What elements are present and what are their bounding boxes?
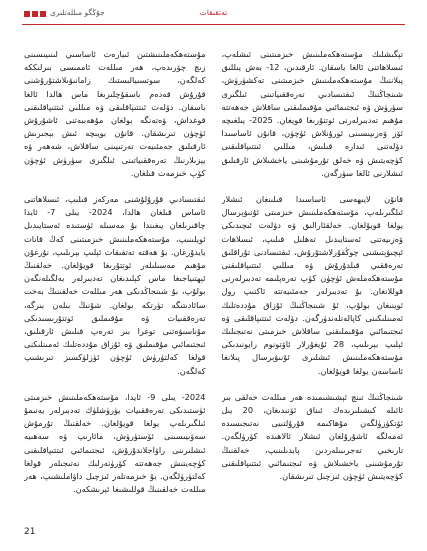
page-number: 21	[24, 527, 36, 537]
paragraph: قانۇن لايىھەسى ئاساسىدا قىلىنغان ئىشلار ئىلگىرىلەپ، مۇستەھكەملىنىش خىزمىتى ئۇنىۋېرسال يولغا قويۇلغان. خەلقئارالىق ۋە دۆلەت ئىچىدىكى ۋەزىيەتنى ئەستايىدىل تەھلىل قىلىپ، ئىسلاھات ئېچىۋېتىشنى چوڭقۇرلاشتۇرۇش، ئىقتىسادنى تۇراقلىق تەرەققىي قىلدۇرۇش ۋە مىللىي ئىتتىپاقلىقنى مۇستەھكەملەش ئۈچۈن كۆپ تەرەپلىمە تەدبىرلەرنى قوللانغان. بۇ تەدبىرلەر جەمئىيەتتە ئاكتىپ رول ئوينىغان بولۇپ، ئۇ شىنجاڭنىڭ ئۇزاق مۇددەتلىك ئەمىنلىكىنى كاپالەتلەندۈرگەن. دۆلەت ئىتتىپاقلىقى ۋە ئىجتىمائىي مۇقىملىقنى ساقلاش خىزمىتى نەتىجىلىك ئېلىپ بېرىلىپ، 28 ئۇيغۇرلار ئاۋتونوم رايونىدىكى مۇستەھكەملىنىش ئىشلىرى ئۇنىۋېرسال پىلانغا ئاساسەن يولغا قويۇلغان.	[221, 194, 403, 376]
square-icon	[24, 11, 30, 17]
paragraph: شىنجاڭنىڭ تىنچ ئېشىشىمىدە ھەر مىللەت خەلقى بىر ئائىلە كىشىلىرىدەك ئىناق ئۆتىدىغان، 20 يىل ئۆتكۈزۈلگەن مۇھاكىمە قۇرۇلتىيى نەتىجىسىدە ئەمەلگە ئاشۇرۇلغان ئىشلار ئالاھىدە كۆرۈلگەن. تارىخىي تەجرىبىلەردىن پايدىلىنىپ، خەلقنىڭ تۇرمۇشىنى ياخشىلاش ۋە ئىجتىمائىي ئىتتىپاقلىقنى كۈچەيتىش ئۈچۈن ئىزچىل تىرىشقان.	[221, 391, 403, 482]
header-rule	[22, 24, 405, 25]
journal-name: جۇڭگو مىللەتلىرى	[50, 8, 105, 17]
paragraph: ئىقتىسادىي قۇرۇلۇشنى مەركەز قىلىپ، ئىسلاھاتنى ئاساس قىلغان ھالدا، 2024- يىلى 7- ئايدا چاقىرىلغان يىغىندا بۇ مەسىلە ئۈستىدە ئەستايىدىل ئويلىنىپ، مۇستەھكەملىنىش خىزمىتىنى كەڭ قانات يايدۇرغان. بۇ ھەقتە تەتقىقات ئېلىپ بېرىلىپ، نۇرغۇن مۇھىم مەسىلىلەر ئوتتۇرىغا قويۇلغان. خەلقنىڭ ئېھتىياجىغا ماس كېلىدىغان تەدبىرلەر بەلگىلەنگەن بولۇپ، بۇ شىنجاڭدىكى ھەر مىللەت خەلقىنىڭ بەخت سائادىتىگە تۈرتكە بولغان. شۇنىڭ بىلەن بىرگە، تەرەققىيات ۋە مۇقىملىق ئوتتۇرىسىدىكى مۇناسىۋەتنى توغرا بىر تەرەپ قىلىش ئارقىلىق، ئىجتىمائىي مۇقىملىق ۋە ئۇزاق مۇددەتلىك ئەمىنلىكنى قولغا كەلتۈرۈش ئۈچۈن ئۈزلۈكسىز تىرىشىپ كەلگەن.	[24, 194, 206, 376]
left-column	[24, 48, 206, 517]
paragraph: تېگىشلىك مۇستەھكەملىنىش خىزمىتىنى ئىشلەپ، ئىسلاھاتنى ئالغا باسقان. ئارقىدىن، 12- بەش يىللىق پىلاننىڭ مۇستەھكەملىنىش خىزمىتىنى تەكشۈرۈش، شىنجاڭنىڭ ئىقتىسادىي تەرەققىياتىنى ئىلگىرى سۈرۈش ۋە ئىجتىمائىي مۇقىملىقنى ساقلاش جەھەتتە مۇھىم تەدبىرلەرنى ئوتتۇرىغا قويغان. 2025- يىلغىچە ئۆز ۋەزىپىسىنى ئورۇنلاش ئۈچۈن، قانۇن ئاساسىدا دۆلەتنى ئىدارە قىلىش، مىللىي ئىتتىپاقلىقنى كۈچەيتىش ۋە خەلق تۇرمۇشىنى ياخشىلاش ئارقىلىق ئىشلارنى ئالغا سۈرگەن.	[221, 49, 403, 178]
right-column	[222, 48, 404, 517]
header-decoration-squares	[24, 11, 46, 17]
section-tag: تەتقىقات	[199, 8, 228, 17]
square-icon	[32, 11, 38, 17]
paragraph: 2024- يىلى 9- ئايدا، مۇستەھكەملىنىش خىزمىتى ئۈستىدىكى تەرەققىيات يۈرۈشلۈك تەدبىرلەر يەنىمۇ ئىلگىرىلەپ يولغا قويۇلغان. خەلقنىڭ تۇرمۇش سەۋىيىسىنى ئۆستۈرۈش، مائارىپ ۋە سەھىيە ئىشلىرىنى راۋاجلاندۇرۇش، ئىجتىمائىي ئىتتىپاقلىقنى كۈچەيتىش جەھەتتە كۆرۈنەرلىك نەتىجىلەر قولغا كەلتۈرۈلگەن. بۇ خىزمەتلەر ئىزچىل داۋاملىشىپ، ھەر مىللەت خەلقىنىڭ قوللىشىغا ئېرىشكەن.	[24, 391, 206, 495]
page-header	[0, 0, 427, 52]
article-body	[24, 48, 403, 517]
paragraph: مۇستەھكەملىنىشتىن ئىبارەت ئاساسىي لىنىيىسىنى زىچ چۆرىدەپ، ھەر مىللەت ئاممىسى بىرلىككە كەلگەن، سوتسىيالىستىك زامانىۋىلاشتۇرۇشنى قۇرۇش قەدەم باسقۇچلىرىغا ماس ھالدا ئالغا باسقان. دۆلەت ئىتتىپاقلىقى ۋە مىللىي ئىتتىپاقلىقنى قوغداش، ۋەتەنگە بولغان مۇھەببەتنى ئاشۇرۇش ئۈچۈن تىرىشقان. قانۇن بويىچە ئىش بېجىرىش ئارقىلىق جەمئىيەت تەرتىپىنى ساقلاش، شەھەر ۋە يېزىلارنىڭ تەرەققىياتىنى ئىلگىرى سۈرۈش ئۈچۈن كۆپ خىزمەت قىلغان.	[24, 49, 206, 178]
square-icon	[40, 11, 46, 17]
